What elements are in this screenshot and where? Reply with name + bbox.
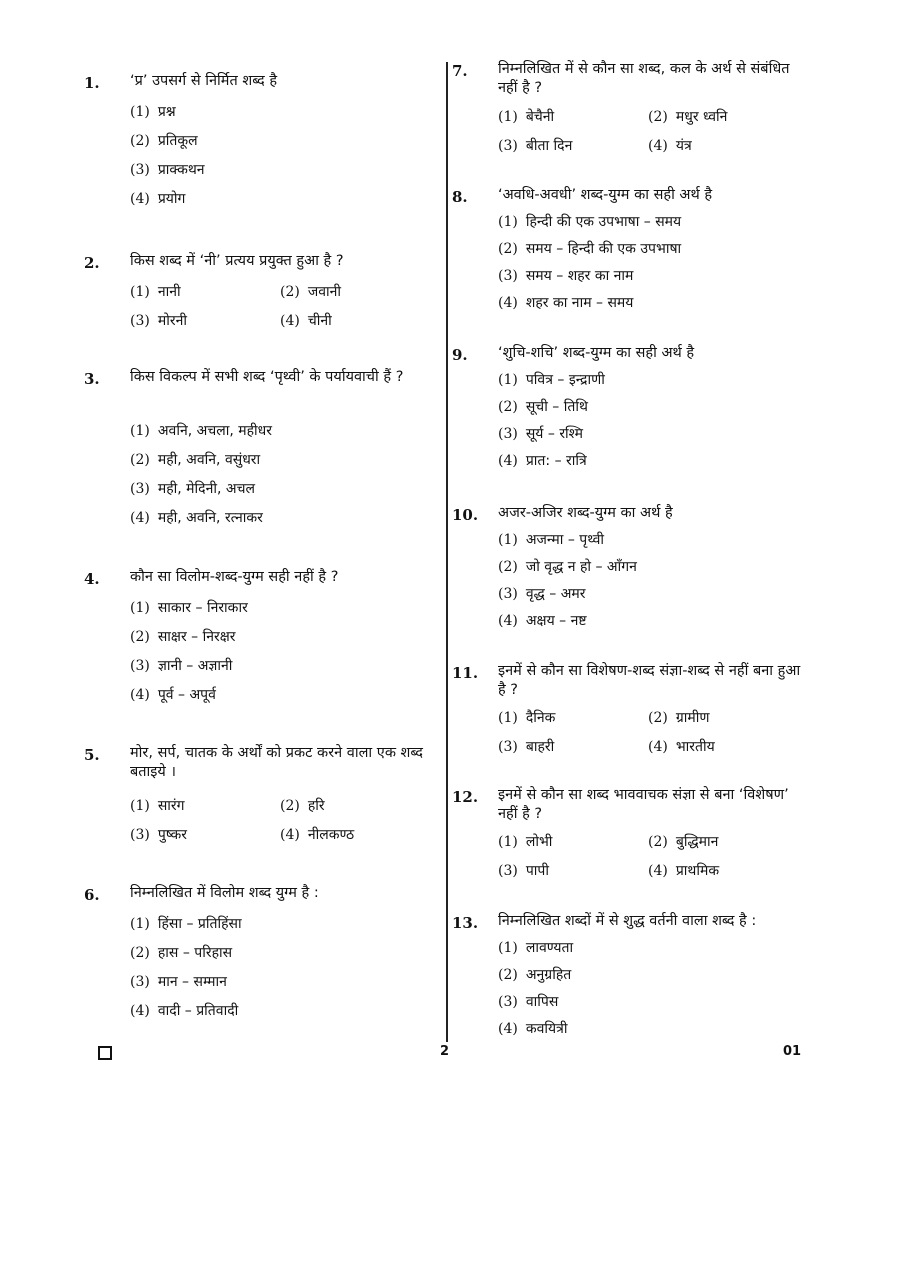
option [498,861,648,890]
option-text: मोरनी [157,313,187,329]
question-text: किस विकल्प में सभी शब्द ‘पृथ्वी’ के पर्यायवाची हैं ? [130,369,404,385]
question-number: 7. [452,62,468,80]
option [498,239,807,266]
option-number: (2) [498,399,518,415]
option [280,311,430,340]
option [498,293,807,320]
options-list [130,102,429,218]
option-number: (2) [280,798,300,814]
option-number: (2) [648,109,668,125]
option-number: (4) [280,313,300,329]
option [498,584,807,611]
option-text: समय – हिन्दी की एक उपभाषा [525,241,682,257]
option-text: शहर का नाम – समय [525,295,634,311]
option [498,557,807,584]
option-number: (2) [498,241,518,257]
option [648,832,798,861]
option-number: (3) [498,739,518,755]
question-number: 6. [84,886,100,904]
option [130,825,280,854]
option [130,479,429,508]
option [130,508,429,537]
option-number: (4) [498,295,518,311]
option [498,1019,807,1046]
option-text: मही, मेदिनी, अचल [157,481,255,497]
option-number: (3) [498,138,518,154]
option-text: बाहरी [525,739,555,755]
option-text: बीता दिन [525,138,573,154]
option-number: (4) [648,138,668,154]
option-text: प्रयोग [157,191,186,207]
option [130,160,429,189]
option-text: मान – सम्मान [157,974,227,990]
option-number: (2) [648,834,668,850]
question-number: 5. [84,746,100,764]
question-text: ‘प्र’ उपसर्ग से निर्मित शब्द है [130,73,278,89]
options-list [498,212,807,320]
question-text: निम्नलिखित में विलोम शब्द युग्म है : [130,885,319,901]
option [498,107,648,136]
option-number: (3) [130,313,150,329]
booklet-code: 01 [783,1044,802,1059]
option-text: प्रतिकूल [157,133,198,149]
question-number: 1. [84,74,100,92]
option [498,451,807,478]
option-text: बेचैनी [525,109,555,125]
option-number: (1) [498,372,518,388]
option-text: अवनि, अचला, महीधर [157,423,272,439]
option-text: वापिस [525,994,559,1010]
option-number: (3) [130,162,150,178]
option [130,627,429,656]
option-number: (2) [130,133,150,149]
option [130,685,429,714]
option-number: (4) [648,863,668,879]
option-text: प्राक्कथन [157,162,205,178]
option-number: (1) [130,798,150,814]
option-text: चीनी [307,313,332,329]
option-text: बुद्धिमान [675,834,719,850]
option-text: यंत्र [675,138,692,154]
option-number: (2) [648,710,668,726]
option-number: (3) [498,268,518,284]
option [648,107,798,136]
option-number: (3) [130,974,150,990]
options-grid [130,796,429,854]
option-text: समय – शहर का नाम [525,268,634,284]
option-number: (4) [498,1021,518,1037]
option-number: (2) [498,559,518,575]
option-text: जवानी [307,284,342,300]
option-number: (1) [130,600,150,616]
options-grid [130,282,429,340]
option-number: (3) [498,863,518,879]
option [498,212,807,239]
option-number: (3) [130,481,150,497]
option-number: (1) [130,284,150,300]
option-text: सारंग [157,798,185,814]
option [130,421,429,450]
option-number: (4) [280,827,300,843]
option-number: (1) [498,532,518,548]
question-number: 4. [84,570,100,588]
option [130,656,429,685]
option [498,266,807,293]
question-number: 10. [452,506,479,524]
question-text: किस शब्द में ‘नी’ प्रत्यय प्रयुक्त हुआ है ? [130,253,344,269]
option-text: कवयित्री [525,1021,568,1037]
question-text: ‘शुचि-शचि’ शब्द-युग्म का सही अर्थ है [498,345,695,361]
question-number: 13. [452,914,479,932]
option-text: पापी [525,863,549,879]
option-number: (4) [130,191,150,207]
option [498,136,648,165]
option-number: (2) [130,452,150,468]
option-text: वृद्ध – अमर [525,586,586,602]
option [280,282,430,311]
option [130,943,429,972]
question-text: निम्नलिखित में से कौन सा शब्द, कल के अर्थ से संबंधित नहीं है ? [498,61,790,96]
option [130,598,429,627]
option-text: मही, अवनि, रत्नाकर [157,510,263,526]
option-text: ज्ञानी – अज्ञानी [157,658,233,674]
option [648,136,798,165]
option [498,992,807,1019]
option-text: अनुग्रहित [525,967,572,983]
option-number: (3) [130,827,150,843]
question-text: अजर-अजिर शब्द-युग्म का अर्थ है [498,505,673,521]
option-number: (3) [130,658,150,674]
option [498,611,807,638]
option-number: (1) [130,423,150,439]
option [130,914,429,943]
options-list [130,421,429,537]
option [648,861,798,890]
option-text: नीलकण्ठ [307,827,355,843]
option [280,825,430,854]
option [130,282,280,311]
option-text: पूर्व – अपूर्व [157,687,216,703]
option-number: (3) [498,586,518,602]
option-number: (1) [130,104,150,120]
option-number: (4) [648,739,668,755]
option-number: (4) [130,687,150,703]
option-number: (3) [498,426,518,442]
options-list [498,370,807,478]
option [130,450,429,479]
option [130,102,429,131]
option-text: हिन्दी की एक उपभाषा – समय [525,214,682,230]
option-number: (1) [498,940,518,956]
option [498,424,807,451]
options-list [130,598,429,714]
question-text: मोर, सर्प, चातक के अर्थों को प्रकट करने वाला एक शब्द बताइये । [130,745,423,780]
option-text: साक्षर – निरक्षर [157,629,236,645]
option-text: साकार – निराकार [157,600,248,616]
option [498,370,807,397]
option-text: हरि [307,798,325,814]
option [130,189,429,218]
option-text: दैनिक [525,710,556,726]
options-list [498,530,807,638]
option-text: भारतीय [675,739,715,755]
option [498,708,648,737]
option [130,131,429,160]
option-text: मही, अवनि, वसुंधरा [157,452,261,468]
option-text: ग्रामीण [675,710,710,726]
option [498,965,807,992]
option [498,737,648,766]
option-number: (1) [498,214,518,230]
option-number: (4) [498,613,518,629]
option-number: (4) [498,453,518,469]
option-text: लोभी [525,834,553,850]
option [648,708,798,737]
column-divider [446,62,448,1042]
question-number: 12. [452,788,479,806]
question-number: 2. [84,254,100,272]
option [498,397,807,424]
options-grid [498,107,807,165]
option-text: प्राथमिक [675,863,720,879]
option-text: हास – परिहास [157,945,233,961]
options-grid [498,708,807,766]
question-number: 3. [84,370,100,388]
corner-mark-icon [98,1046,112,1060]
option-text: सूची – तिथि [525,399,588,415]
question-number: 9. [452,346,468,364]
question-text: कौन सा विलोम-शब्द-युग्म सही नहीं है ? [130,569,339,585]
option [498,938,807,965]
option-text: अजन्मा – पृथ्वी [525,532,605,548]
option-text: अक्षय – नष्ट [525,613,587,629]
option-number: (1) [498,834,518,850]
page-number: 2 [440,1044,450,1059]
option-text: सूर्य – रश्मि [525,426,584,442]
option-text: मधुर ध्वनि [675,109,728,125]
option-number: (1) [130,916,150,932]
option-number: (4) [130,510,150,526]
question-text: ‘अवधि-अवधी’ शब्द-युग्म का सही अर्थ है [498,187,713,203]
options-list [498,938,807,1046]
options-list [130,914,429,1030]
option [648,737,798,766]
option-text: लावण्यता [525,940,574,956]
question-number: 8. [452,188,468,206]
option [130,796,280,825]
option-text: पुष्कर [157,827,187,843]
option-number: (2) [130,945,150,961]
option-text: पवित्र – इन्द्राणी [525,372,605,388]
question-text: इनमें से कौन सा विशेषण-शब्द संज्ञा-शब्द से नहीं बना हुआ है ? [498,663,801,698]
question-text: इनमें से कौन सा शब्द भाववाचक संज्ञा से बना ‘विशेषण’ नहीं है ? [498,787,789,822]
option-number: (2) [498,967,518,983]
option [280,796,430,825]
option-text: नानी [157,284,181,300]
option-number: (4) [130,1003,150,1019]
option [130,311,280,340]
option-text: प्रश्न [157,104,176,120]
option [498,530,807,557]
option-text: हिंसा – प्रतिहिंसा [157,916,242,932]
option-number: (1) [498,710,518,726]
option-number: (2) [280,284,300,300]
options-grid [498,832,807,890]
question-number: 11. [452,664,479,682]
option [498,832,648,861]
question-text: निम्नलिखित शब्दों में से शुद्ध वर्तनी वाला शब्द है : [498,913,757,929]
option [130,1001,429,1030]
option-number: (1) [498,109,518,125]
option-text: वादी – प्रतिवादी [157,1003,239,1019]
option-number: (3) [498,994,518,1010]
option-text: प्रात: – रात्रि [525,453,587,469]
option-text: जो वृद्ध न हो – आँगन [525,559,637,575]
option-number: (2) [130,629,150,645]
option [130,972,429,1001]
